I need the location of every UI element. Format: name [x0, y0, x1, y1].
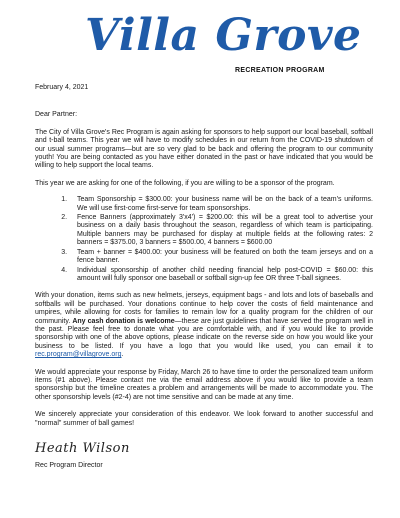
- letter-date: February 4, 2021: [35, 84, 89, 91]
- option-individual-sponsorship: 4. Individual sponsorship of another child needing financial help post-COVID = $60.00: this amount will fully sponsor one baseball or softball sign-up fee OR three T-ball signees.: [69, 267, 373, 284]
- donation-emphasis: Any cash donation is welcome: [72, 317, 175, 325]
- signer-title: Rec Program Director: [35, 462, 103, 469]
- signature: Heath Wilson: [35, 441, 130, 456]
- donation-text-2: —these are just guidelines that have served the program well in the past. Please feel free to donate what you are comfortable with, and if you would like to provide sponsorship with one of the above options, please indicate on the reverse side on how you would like your business to be listed. If you have a logo that you would like used, you can email it to: [35, 317, 373, 350]
- option-team-sponsorship: 1. Team Sponsorship = $300.00: your business name will be on the back of a team's uniforms. We will use first-come first-serve for team sponsorships.: [69, 196, 373, 213]
- option-team-plus-banner: 3. Team + banner = $400.00: your business will be featured on both the team jerseys and on a fence banner.: [69, 249, 373, 266]
- donation-text-end: .: [121, 351, 124, 359]
- closing-paragraph: We sincerely appreciate your consideration of this endeavor. We look forward to another successful and "normal" summer of ball games!: [35, 411, 373, 427]
- logo-title: Villa Grove: [85, 10, 362, 61]
- email-link[interactable]: rec.program@villagrove.org: [35, 351, 122, 359]
- sponsorship-options: [35, 196, 373, 283]
- response-paragraph: We would appreciate your response by Friday, March 26 to have time to order the personalized team uniform items (#1 above). Please contact me via the email address above if you would like to provide a team sponsorship but the timeline creates a problem and arrangements will be made to accommodate you. The other sponsorship levels (#2-4) are not time sensitive and can be made at any time.: [35, 368, 373, 401]
- donation-text-1: With your donation, items such as new helmets, jerseys, equipment bags - and lots and lots of baseballs and softballs will be purchased. Your donations continue to help cover the costs of field maintenance and umpires, while allowing for costs for families to remain low for a quality program for the children of our community.: [35, 292, 373, 325]
- logo: [35, 0, 373, 82]
- donation-paragraph: [35, 292, 373, 359]
- ask-paragraph: This year we are asking for one of the following, if you are willing to be a sponsor of the program.: [35, 179, 335, 187]
- letter: [35, 0, 373, 470]
- salutation: Dear Partner:: [35, 111, 78, 119]
- logo-subtitle: RECREATION PROGRAM: [235, 67, 325, 74]
- option-fence-banners: 2. Fence Banners (approximately 3'x4') = $200.00: this will be a great tool to advertise your business on a daily basis throughout the season, regardless of which team is participating. Multiple banners may be purchased for display at multiple fields at the following rates: 2 banners = $375.00, 3 banners = $500.00, 4 banners = $600.00: [69, 214, 373, 248]
- intro-paragraph: The City of Villa Grove's Rec Program is again asking for sponsors to help support our local baseball, softball and t-ball teams. This year we will have to modify schedules in our return from the COVID-19 shutdown of our usual summer programs—but are so very glad to be back and offering the program to our community youth! You are being contacted as you have either donated in the past or have indicated that you would be willing to help support the local teams.: [35, 128, 373, 170]
